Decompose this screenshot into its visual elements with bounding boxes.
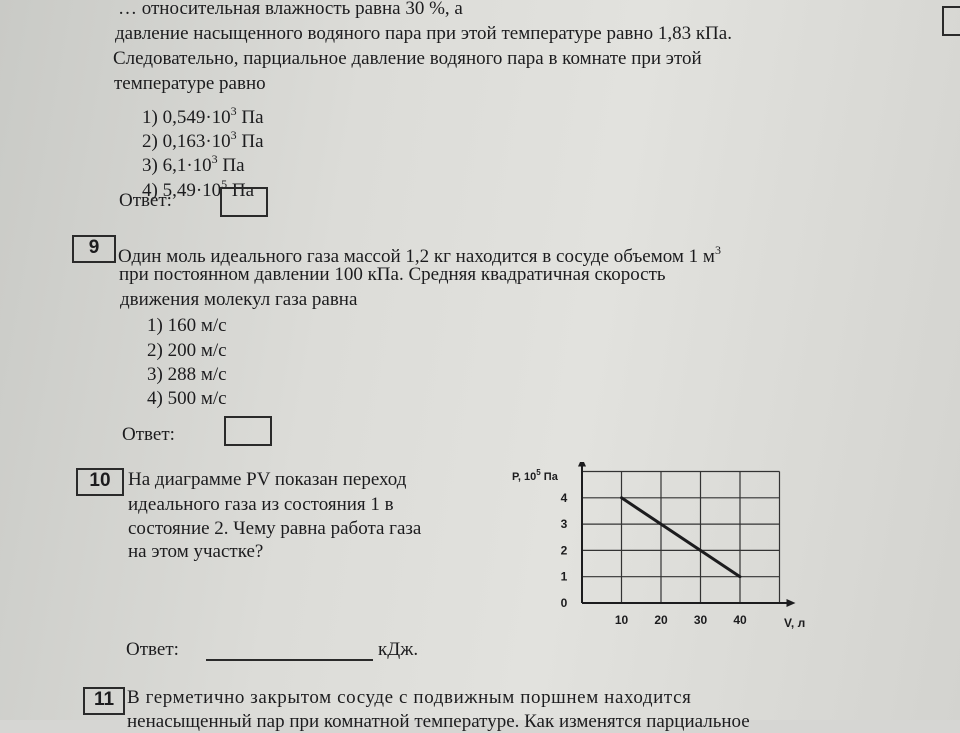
q8-line-1: … относительная влажность равна 30 %, а: [118, 0, 463, 19]
q10-line-3: состояние 2. Чему равна работа газа: [128, 518, 422, 539]
q8-line-4: температуре равно: [114, 73, 266, 94]
x-tick-label: 10: [614, 613, 629, 627]
q10-answer-unit: кДж.: [378, 639, 419, 660]
q8-option-1: 1) $0,549\cdot 10^3$ Па: [142, 104, 264, 128]
q9-option-3: 3) 288 м/с: [147, 364, 227, 385]
q11-number-box: 11: [83, 687, 125, 715]
y-axis-arrow: [578, 462, 586, 467]
q8-line-3: Следовательно, парциальное давление водяного пара в комнате при этой: [113, 48, 702, 69]
q8-answer-box[interactable]: [220, 187, 268, 217]
q9-number-box: 9: [72, 235, 116, 263]
y-axis-label: P, $10^5$ Па: [512, 468, 558, 483]
x-tick-label: 20: [654, 613, 668, 627]
q8-answer-label: Ответ:: [119, 190, 172, 211]
q8-option-4: 4) $5,49\cdot 10^5$ Па: [142, 177, 255, 201]
next-page-number-box: [942, 6, 960, 36]
q9-line-1: Один моль идеального газа массой 1,2 кг находится в сосуде объемом 1 $м^3$: [118, 243, 721, 267]
chart-axes: [578, 462, 796, 607]
q9-answer-label: Ответ:: [122, 424, 175, 445]
x-tick-label: 30: [693, 613, 708, 627]
q9-option-4: 4) 500 м/с: [147, 388, 227, 409]
x-tick-label: 40: [733, 613, 747, 627]
y-tick-label: 4: [560, 490, 568, 505]
y-tick-label: 1: [560, 569, 568, 584]
y-tick-label: 3: [560, 517, 568, 532]
q11-line-2: ненасыщенный пар при комнатной температуре. Как изменятся парциальное: [127, 711, 750, 732]
series-line: [622, 498, 741, 577]
q9-option-2: 2) 200 м/с: [147, 340, 227, 361]
q10-number-box: 10: [76, 468, 124, 496]
q9-line-2: при постоянном давлении 100 кПа. Средняя квадратичная скорость: [119, 264, 666, 285]
q8-line-2: давление насыщенного водяного пара при этой температуре равно 1,83 кПа.: [115, 23, 732, 44]
q10-answer-field[interactable]: [206, 637, 373, 661]
q8-option-3: 3) $6,1\cdot 10^3$ Па: [142, 152, 245, 176]
q10-answer-label: Ответ:: [126, 639, 179, 660]
y-tick-label: 2: [560, 543, 568, 558]
y-tick-label: 0: [560, 596, 568, 610]
x-axis-arrow: [787, 599, 796, 607]
q11-line-1: В герметично закрытом сосуде с подвижным поршнем находится: [127, 687, 692, 708]
q10-line-2: идеального газа из состояния 1 в: [128, 494, 394, 515]
q9-line-3: движения молекул газа равна: [120, 289, 358, 310]
q9-answer-box[interactable]: [224, 416, 272, 446]
q10-line-1: На диаграмме PV показан переход: [128, 469, 407, 490]
pv-diagram: [500, 462, 820, 632]
q10-line-4: на этом участке?: [128, 541, 264, 562]
x-axis-label: V, л: [784, 616, 806, 630]
q8-option-2: 2) $0,163\cdot 10^3$ Па: [142, 128, 264, 152]
chart-ticks: [561, 491, 747, 627]
chart-series: [622, 498, 741, 577]
q9-option-1: 1) 160 м/с: [147, 315, 227, 336]
